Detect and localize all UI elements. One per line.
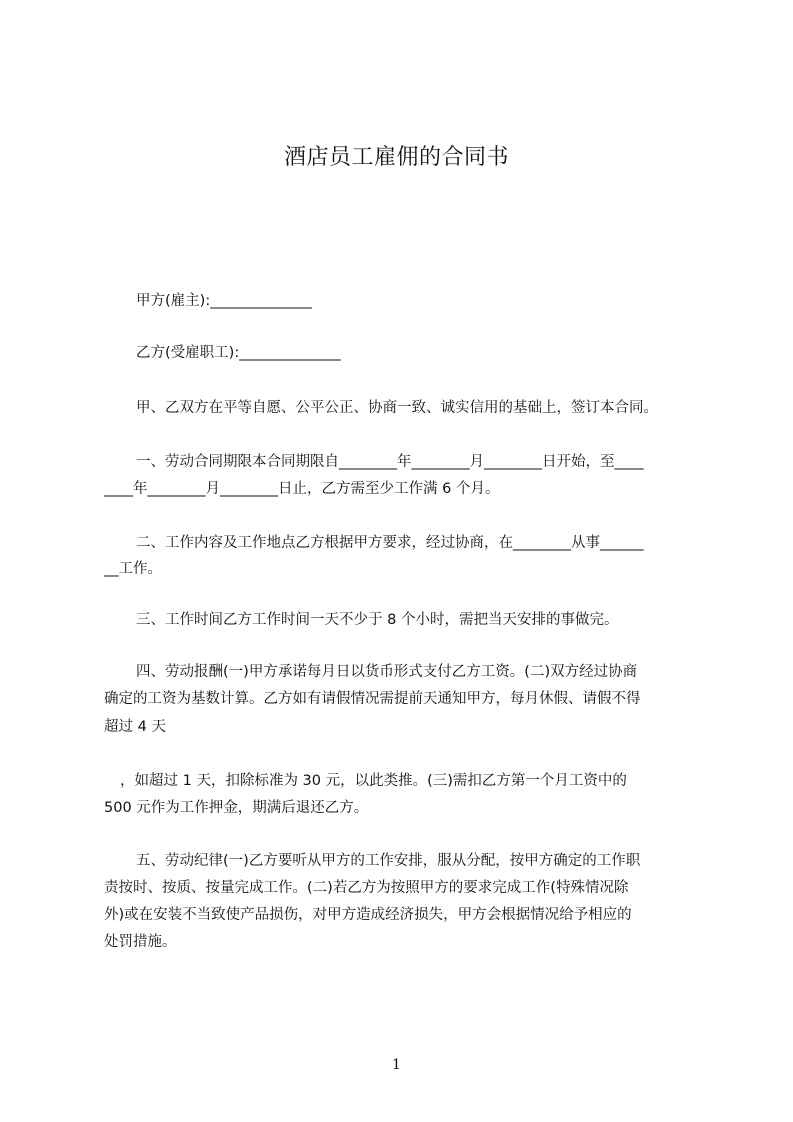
clause-4-line-5: 500 元作为工作押金，期满后退还乙方。 bbox=[104, 800, 369, 816]
clause-4-line-1: 四、劳动报酬(一)甲方承诺每月日以货币形式支付乙方工资。(二)双方经过协商 bbox=[136, 664, 638, 680]
clause-1-line-2: ____年________月________日止，乙方需至少工作满 6 个月。 bbox=[104, 481, 500, 497]
clause-4-line-2: 确定的工资为基数计算。乙方如有请假情况需提前天通知甲方，每月休假、请假不得 bbox=[104, 691, 641, 707]
clause-5-line-2: 责按时、按质、按量完成工作。(二)若乙方为按照甲方的要求完成工作(特殊情况除 bbox=[104, 880, 629, 896]
clause-5-line-1: 五、劳动纪律(一)乙方要听从甲方的工作安排，服从分配，按甲方确定的工作职 bbox=[136, 853, 641, 869]
clause-5-line-3: 外)或在安装不当致使产品损伤，对甲方造成经济损失，甲方会根据情况给予相应的 bbox=[104, 907, 632, 923]
clause-1-line-1: 一、劳动合同期限本合同期限自________年________月________日开始，至____ bbox=[136, 454, 644, 470]
page-number: 1 bbox=[392, 1057, 401, 1073]
party-b-line: 乙方(受雇职工):______________ bbox=[136, 345, 341, 361]
party-a-line: 甲方(雇主):______________ bbox=[136, 293, 312, 309]
clause-2-line-2: __工作。 bbox=[104, 561, 162, 577]
intro-paragraph: 甲、乙双方在平等自愿、公平公正、协商一致、诚实信用的基础上，签订本合同。 bbox=[136, 400, 658, 416]
clause-2-line-1: 二、工作内容及工作地点乙方根据甲方要求，经过协商，在________从事______ bbox=[136, 535, 644, 551]
clause-4-line-3: 超过 4 天 bbox=[104, 719, 166, 735]
document-title: 酒店员工雇佣的合同书 bbox=[283, 145, 509, 170]
clause-3-line: 三、工作时间乙方工作时间一天不少于 8 个小时，需把当天安排的事做完。 bbox=[136, 612, 619, 628]
clause-5-line-4: 处罚措施。 bbox=[104, 934, 177, 950]
clause-4-line-4: ，如超过 1 天，扣除标准为 30 元，以此类推。(三)需扣乙方第一个月工资中的 bbox=[120, 773, 627, 789]
